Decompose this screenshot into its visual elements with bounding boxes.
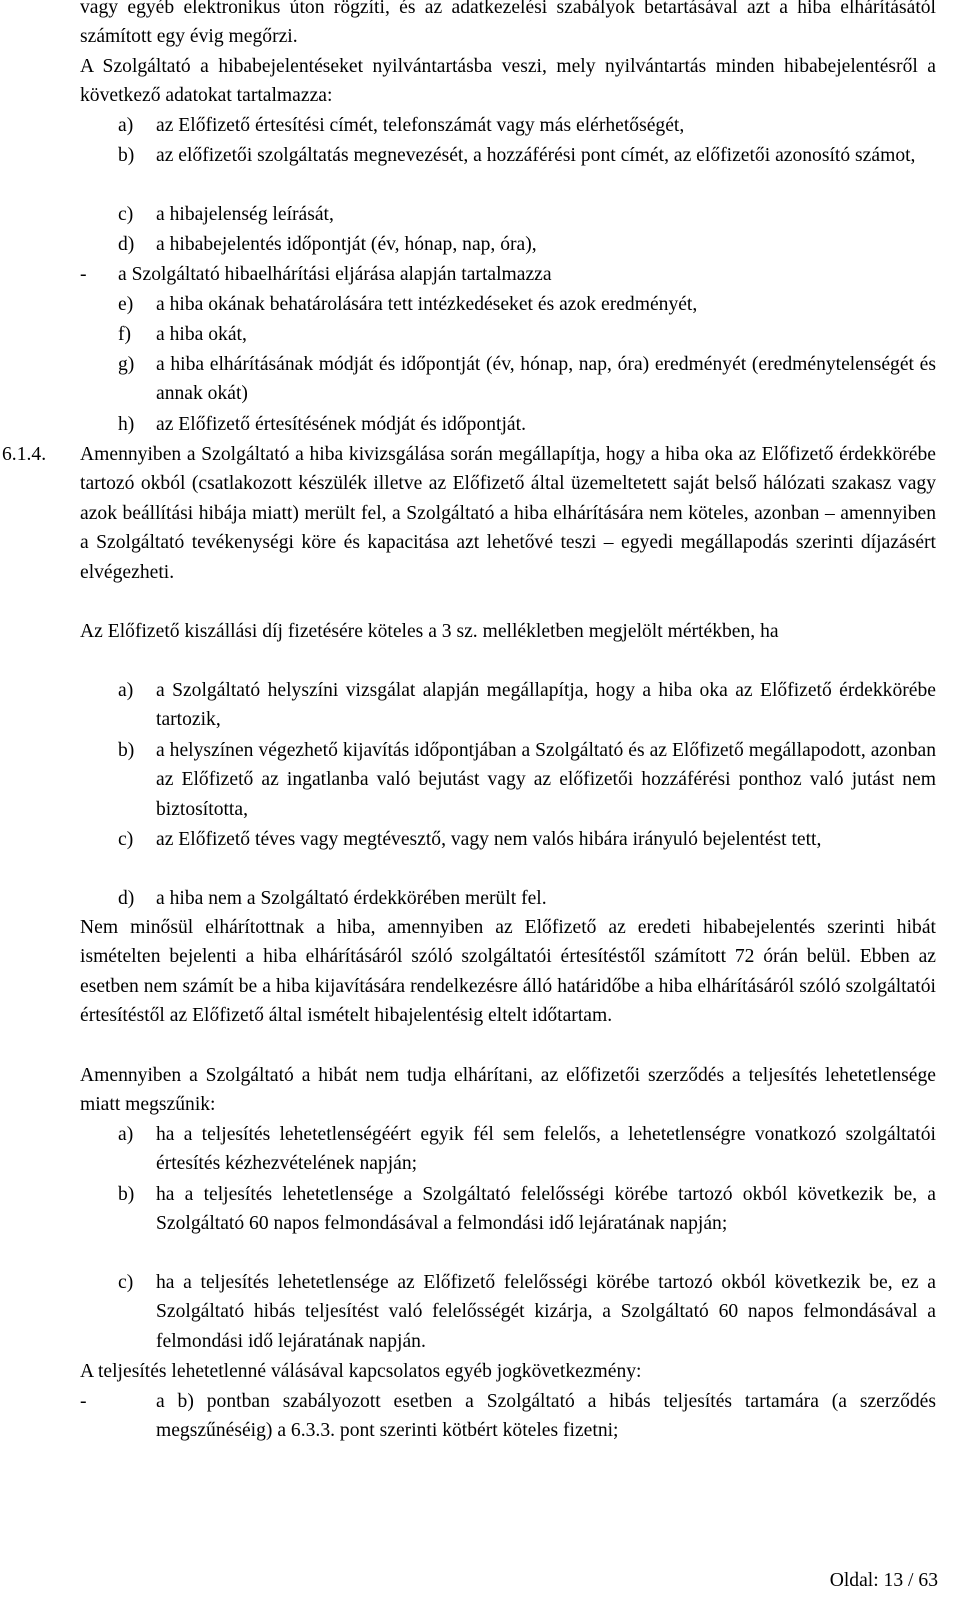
list-label: g) [118, 354, 135, 375]
paragraph-continued: vagy egyéb elektronikus úton rögzíti, és az adatkezelési szabályok betartásával azt a hiba elhárításától számított egy évig megőrzi. [80, 0, 936, 48]
list-item [118, 1268, 936, 1356]
list-text: a hiba okát, [156, 324, 247, 345]
list-text: az Előfizető téves vagy megtévesztő, vagy nem valós hibára irányuló bejelentést tett, [156, 829, 822, 850]
list-item [118, 1120, 936, 1179]
list-text: az Előfizető értesítésének módját és időpontját. [156, 414, 526, 435]
list-text: ha a teljesítés lehetetlensége a Szolgáltató felelősségi körébe tartozó okból következik be, a Szolgáltató 60 napos felmondásával a felmondási idő lejáratának napján; [156, 1184, 936, 1235]
list-item [118, 410, 936, 439]
list-label: e) [118, 294, 134, 315]
dash-bullet: - [80, 1391, 87, 1412]
list-text: az előfizetői szolgáltatás megnevezését, a hozzáférési pont címét, az előfizetői azonosító számot, [156, 145, 916, 166]
paragraph-register: A Szolgáltató a hibabejelentéseket nyilvántartásba veszi, mely nyilvántartás minden hibabejelentésről a következő adatokat tartalmazza: [80, 56, 936, 107]
list-label: a) [118, 115, 134, 136]
dash-item [80, 260, 936, 289]
list-item [118, 736, 936, 824]
paragraph-termination: Amennyiben a Szolgáltató a hibát nem tudja elhárítani, az előfizetői szerződés a teljesítés lehetetlensége miatt megszűnik: [80, 1065, 936, 1116]
list-text: a Szolgáltató helyszíni vizsgálat alapján megállapítja, hogy a hiba oka az Előfizető érdekkörébe tartozik, [156, 680, 936, 731]
paragraph-not-fixed: Nem minősül elhárítottnak a hiba, amennyiben az Előfizető az eredeti hibabejelentés szerinti hibát ismételten bejelenti a hiba elhárításáról szóló szolgáltatói értesítéstől számított 72 órán belül. Ebben az esetben nem számít be a hiba kijavítására rendelkezésre álló határidőbe a hiba elhárításáról szóló szolgáltatói értesítéstől az Előfizető által ismételt hibajelentésig eltelt időtartam. [80, 917, 936, 1027]
list-item [118, 111, 936, 140]
list-text: ha a teljesítés lehetetlenségéért egyik fél sem felelős, a lehetetlenségre vonatkozó szolgáltatói értesítés kézhezvételének napján; [156, 1124, 936, 1175]
list-label: f) [118, 324, 132, 345]
list-label: h) [118, 414, 135, 435]
list-label: b) [118, 740, 135, 761]
section-6-1-4 [2, 440, 936, 587]
page-number: Oldal: 13 / 63 [829, 1570, 938, 1591]
list-label: c) [118, 829, 134, 850]
list-item [118, 884, 936, 913]
list-item [118, 320, 936, 349]
list-item [118, 200, 936, 229]
list-label: a) [118, 1124, 134, 1145]
section-number: 6.1.4. [2, 444, 47, 465]
list-item [118, 230, 936, 259]
section-paragraph: Amennyiben a Szolgáltató a hiba kivizsgálása során megállapítja, hogy a hiba oka az Előfizető érdekkörébe tartozó okból (csatlakozott készülék illetve az Előfizető által üzemeltetett saját belső hálózati szakasz vagy azok beállítási hibája miatt) merült fel, a Szolgáltató a hiba elhárítására nem köteles, azonban – amennyiben a Szolgáltató tevékenységi köre és kapacitása azt lehetővé teszi – egyedi megállapodás szerinti díjazásért elvégezheti. [80, 444, 936, 583]
list-item [118, 676, 936, 735]
list-text: ha a teljesítés lehetetlensége az Előfizető felelősségi körébe tartozó okból következik be, ez a Szolgáltató hibás teljesítést való felelősségét kizárja, a Szolgáltató 60 napos felmondásával a felmondási idő lejáratának napján. [156, 1272, 936, 1352]
list-label: a) [118, 680, 134, 701]
list-item [118, 290, 936, 319]
list-text: a helyszínen végezhető kijavítás időpontjában a Szolgáltató és az Előfizető megállapodott, azonban az Előfizető az ingatlanba való bejutást vagy az előfizetői hozzáférési ponthoz való jutást nem biztosította, [156, 740, 936, 820]
list-label: b) [118, 145, 135, 166]
list-label: d) [118, 234, 135, 255]
dash-item [80, 1387, 936, 1446]
list-item [118, 825, 936, 854]
list-text: a hibajelenség leírását, [156, 204, 334, 225]
dash-text: a b) pontban szabályozott esetben a Szolgáltató a hibás teljesítés tartamára (a szerződés megszűnéséig) a 6.3.3. pont szerinti kötbért köteles fizetni; [156, 1391, 936, 1442]
list-label: b) [118, 1184, 135, 1205]
list-label: d) [118, 888, 135, 909]
list-text: a hibabejelentés időpontját (év, hónap, nap, óra), [156, 234, 537, 255]
list-text: az Előfizető értesítési címét, telefonszámát vagy más elérhetőségét, [156, 115, 685, 136]
list-item [118, 1180, 936, 1239]
paragraph-fee: Az Előfizető kiszállási díj fizetésére köteles a 3 sz. mellékletben megjelölt mértékben, ha [80, 621, 779, 642]
dash-text: a Szolgáltató hibaelhárítási eljárása alapján tartalmazza [118, 264, 552, 285]
list-text: a hiba nem a Szolgáltató érdekkörében merült fel. [156, 888, 547, 909]
list-item [118, 350, 936, 409]
list-text: a hiba okának behatárolására tett intézkedéseket és azok eredményét, [156, 294, 698, 315]
list-text: a hiba elhárításának módját és időpontját (év, hónap, nap, óra) eredményét (eredménytelenségét és annak okát) [156, 354, 936, 405]
dash-bullet: - [80, 264, 87, 285]
list-label: c) [118, 204, 134, 225]
paragraph-consequence: A teljesítés lehetetlenné válásával kapcsolatos egyéb jogkövetkezmény: [80, 1361, 642, 1382]
list-label: c) [118, 1272, 134, 1293]
list-item [118, 141, 936, 170]
